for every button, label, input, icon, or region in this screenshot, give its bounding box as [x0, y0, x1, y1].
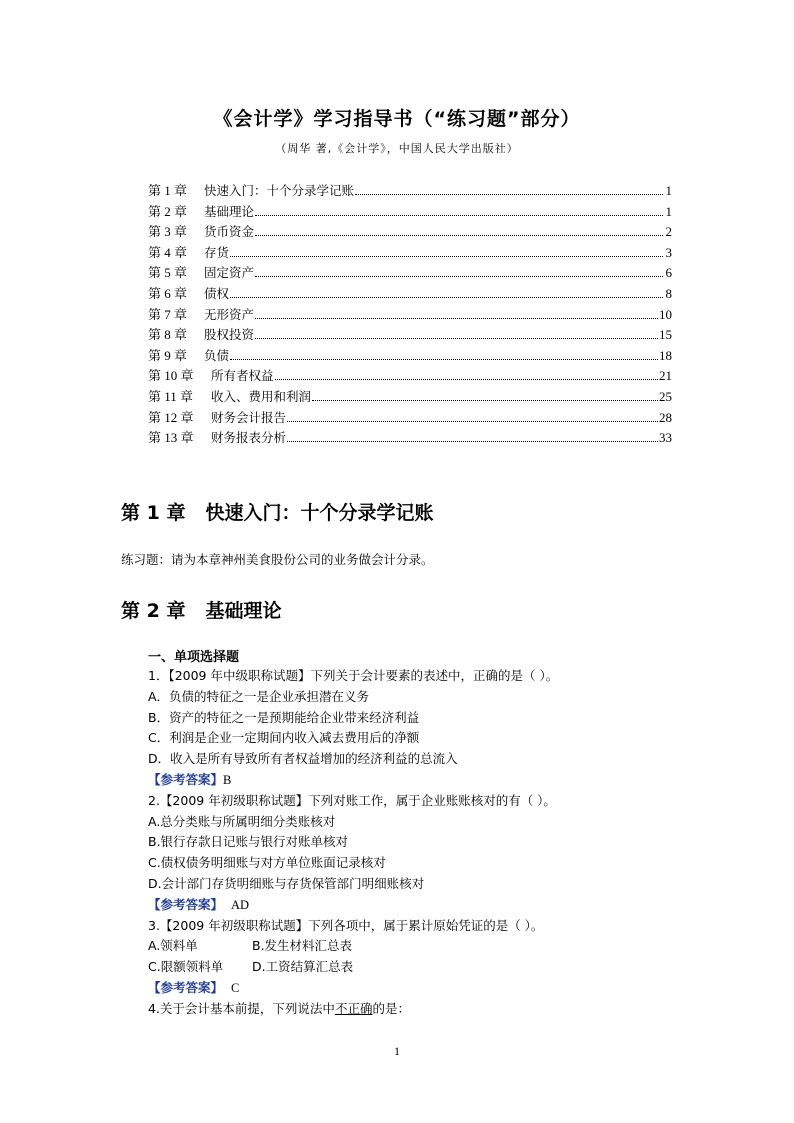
stem-suffix: 的是： [372, 1000, 410, 1016]
toc-chapter-number: 第 6 章 [148, 285, 188, 301]
toc-entry[interactable] [148, 283, 672, 304]
toc-entry[interactable] [148, 262, 672, 283]
document-title: 《会计学》学习指导书（“练习题”部分） [213, 108, 581, 130]
toc-chapter-title: 负债 [204, 347, 230, 363]
answer-label: 【参考答案】 [148, 979, 224, 995]
option-row [148, 957, 688, 978]
chapter-2-heading [121, 596, 281, 623]
toc-leader-dots [230, 296, 663, 298]
toc-entry[interactable] [148, 221, 672, 242]
chapter-title: 基础理论 [205, 600, 282, 622]
option-b: B.发生材料汇总表 [252, 938, 353, 954]
toc-chapter-number: 第 8 章 [148, 327, 188, 343]
answer-line [148, 770, 688, 791]
toc-leader-dots [312, 399, 658, 401]
option-b: B．资产的特征之一是预期能给企业带来经济利益 [148, 709, 420, 725]
toc-page-number: 15 [659, 327, 672, 343]
option-a: A．负债的特征之一是企业承担潜在义务 [148, 688, 370, 704]
question-stem: 3.【2009 年初级职称试题】下列各项中，属于累计原始凭证的是（ ）。 [148, 917, 544, 933]
page-number: 1 [394, 1044, 400, 1058]
toc-chapter-number: 第 2 章 [148, 203, 188, 219]
toc-page-number: 10 [659, 306, 672, 322]
option-d: D.工资结算汇总表 [252, 959, 354, 975]
toc-chapter-title: 债权 [204, 285, 230, 301]
toc-page-number: 21 [659, 368, 672, 384]
toc-page-number: 1 [665, 183, 672, 198]
toc-chapter-number: 第 7 章 [148, 306, 188, 322]
answer-value: C [230, 980, 240, 995]
toc-leader-dots [255, 275, 663, 277]
toc-chapter-title: 快速入门：十个分录学记账 [204, 183, 355, 198]
toc-leader-dots [230, 255, 663, 257]
chapter-1-exercise: 练习题：请为本章神州美食股份公司的业务做会计分录。 [121, 552, 434, 567]
toc-leader-dots [255, 337, 658, 339]
toc-chapter-title: 财务会计报告 [211, 409, 287, 425]
toc-entry[interactable] [148, 304, 672, 325]
toc-leader-dots [255, 214, 663, 216]
option-c: C.债权债务明细账与对方单位账面记录核对 [148, 855, 386, 871]
toc-leader-dots [275, 378, 658, 380]
toc-page-number: 8 [665, 285, 672, 301]
chapter-number: 第 1 章 [121, 502, 186, 524]
question-stem: 1．【2009 年中级职称试题】下列关于会计要素的表述中，正确的是（ ）。 [148, 668, 559, 683]
option-a: A.总分类账与所属明细分类账核对 [148, 813, 336, 829]
toc-leader-dots [255, 234, 663, 236]
chapter-number: 第 2 章 [121, 600, 186, 622]
toc-entry[interactable] [148, 386, 672, 407]
toc-chapter-number: 第 12 章 [148, 409, 194, 425]
toc-page-number: 28 [659, 409, 672, 425]
stem-underlined: 不正确 [334, 1000, 373, 1016]
toc-chapter-number: 第 5 章 [148, 265, 188, 281]
toc-chapter-title: 基础理论 [204, 203, 255, 219]
toc-page-number: 2 [665, 224, 672, 240]
toc-entry[interactable] [148, 365, 672, 386]
question-stem [148, 999, 688, 1020]
question-stem: 2.【2009 年初级职称试题】下列对账工作，属于企业账账核对的有（ ）。 [148, 792, 556, 808]
toc-chapter-title: 无形资产 [204, 306, 255, 322]
document-subtitle: （周华 著,《会计学》，中国人民大学出版社） [275, 142, 519, 155]
toc-page-number: 3 [665, 244, 672, 260]
toc-entry[interactable] [148, 427, 672, 448]
toc-chapter-number: 第 4 章 [148, 244, 188, 260]
toc-chapter-title: 收入、费用和利润 [211, 388, 312, 404]
toc-chapter-title: 股权投资 [204, 327, 255, 343]
answer-label: 【参考答案】 [148, 896, 224, 912]
answer-value: B [223, 772, 232, 787]
toc-page-number: 33 [659, 430, 672, 446]
toc-leader-dots [355, 193, 663, 195]
option-d: D.会计部门存货明细账与存货保管部门明细账核对 [148, 875, 425, 891]
toc-chapter-number: 第 11 章 [148, 388, 194, 404]
toc-leader-dots [255, 317, 658, 319]
toc-entry[interactable] [148, 242, 672, 263]
toc-chapter-number: 第 13 章 [148, 430, 194, 446]
chapter-1-heading [121, 498, 433, 525]
answer-value: AD [230, 897, 250, 912]
option-b: B.银行存款日记账与银行对账单核对 [148, 834, 349, 850]
answer-line [148, 978, 688, 999]
toc-chapter-number: 第 3 章 [148, 224, 188, 240]
toc-entry[interactable] [148, 345, 672, 366]
toc-leader-dots [287, 440, 658, 442]
answer-label: 【参考答案】 [148, 771, 224, 787]
toc-chapter-number: 第 9 章 [148, 347, 188, 363]
toc-page-number: 18 [659, 347, 672, 363]
toc-chapter-title: 货币资金 [204, 224, 255, 240]
option-row [148, 936, 688, 957]
toc-page-number: 6 [665, 265, 672, 281]
answer-line [148, 895, 688, 916]
toc-chapter-title: 财务报表分析 [211, 430, 287, 446]
toc-entry[interactable] [148, 180, 672, 201]
stem-prefix: 4.关于会计基本前提，下列说法中 [148, 1000, 335, 1016]
toc-chapter-title: 存货 [204, 244, 230, 260]
toc-chapter-number: 第 1 章 [148, 183, 188, 198]
toc-entry[interactable] [148, 324, 672, 345]
question-list [148, 666, 688, 1020]
chapter-title: 快速入门：十个分录学记账 [205, 502, 434, 524]
toc-page-number: 1 [665, 203, 672, 219]
section-heading: 一、单项选择题 [148, 650, 240, 665]
table-of-contents [148, 180, 672, 448]
toc-leader-dots [230, 358, 658, 360]
toc-entry[interactable] [148, 407, 672, 428]
toc-entry[interactable] [148, 201, 672, 222]
toc-page-number: 25 [659, 388, 672, 404]
toc-leader-dots [287, 420, 658, 422]
toc-chapter-title: 所有者权益 [211, 368, 274, 384]
option-a: A.领料单 [148, 938, 198, 954]
option-d: D．收入是所有导致所有者权益增加的经济利益的总流入 [148, 751, 458, 767]
toc-chapter-title: 固定资产 [204, 265, 255, 281]
option-c: C．利润是企业一定期间内收入减去费用后的净额 [148, 730, 420, 746]
option-c: C.限额领料单 [148, 959, 224, 975]
toc-chapter-number: 第 10 章 [148, 368, 194, 384]
